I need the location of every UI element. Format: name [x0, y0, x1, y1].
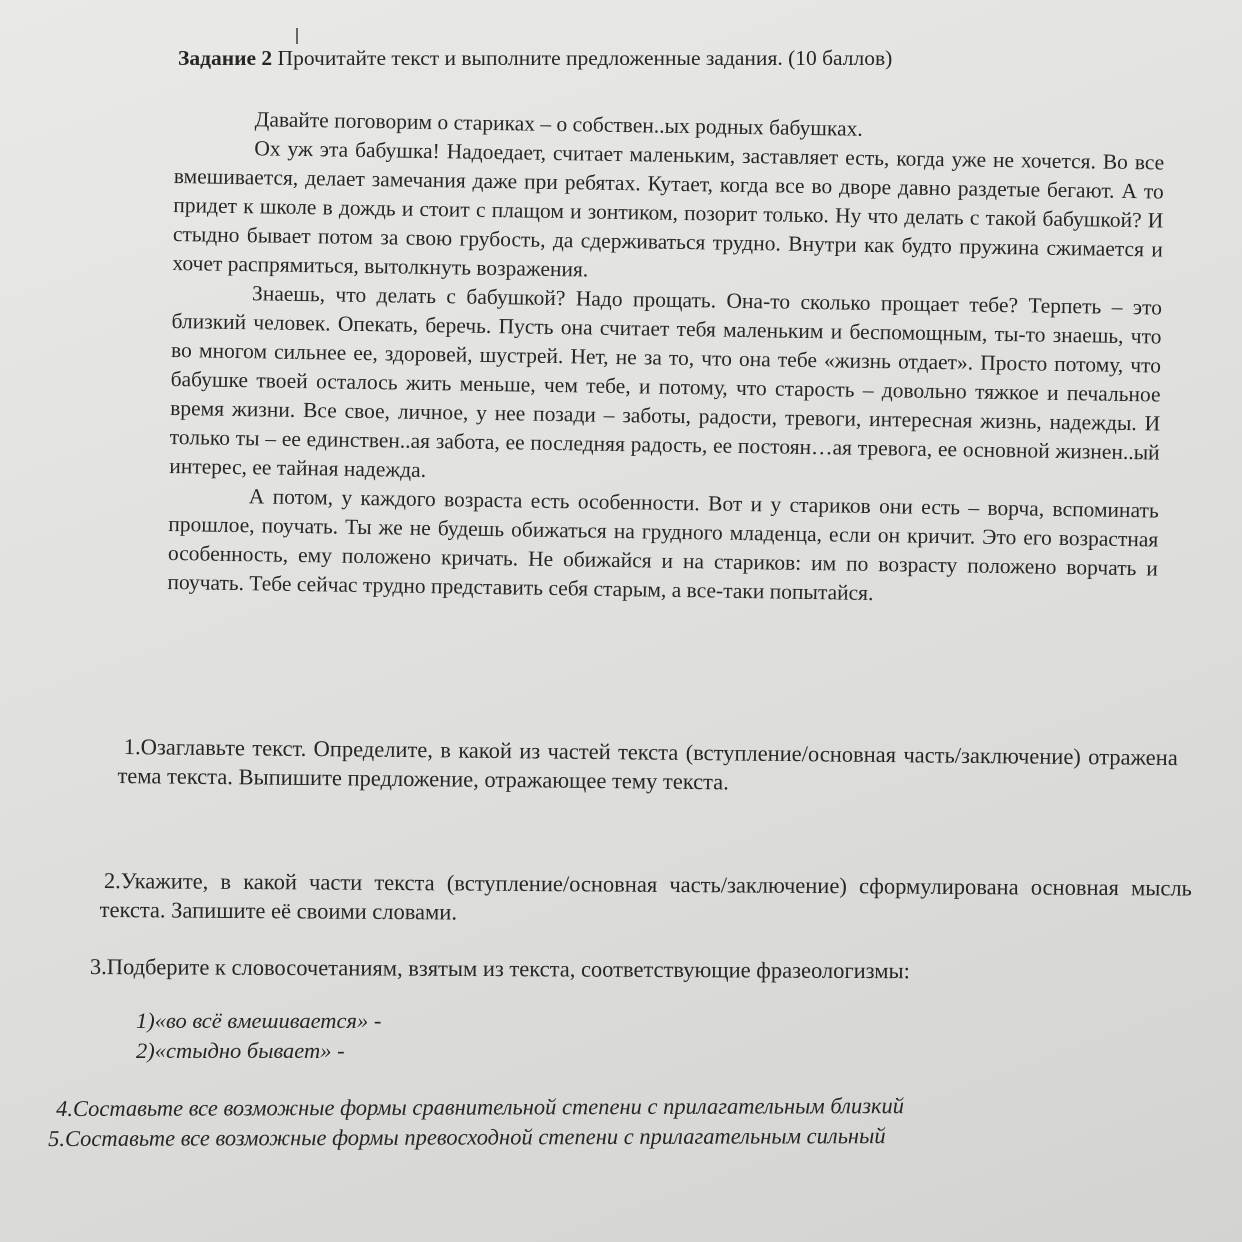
task-4: 4.Составьте все возможные формы сравнительной степени с прилагательным близкий [56, 1093, 905, 1121]
text-paragraph: А потом, у каждого возраста есть особенности. Вот и у стариков они есть – ворча, вспоминать прошлое, поучать. Ты же не будешь обижаться на грудного младенца, если он кричит. Это его возрастная особенность, ему положено кричать. Не обижайся и на стариков: им по возрасту положено ворчать и поучать. Тебе сейчас трудно представить себя старым, а все-таки попытайся. [167, 484, 1159, 606]
task-1: 1.Озаглавьте текст. Определите, в какой из частей текста (вступление/основная часть/заключение) отражена тема текста. Выпишите предложение, отражающее тему текста. [117, 734, 1178, 795]
task-instruction: Прочитайте текст и выполните предложенные задания. (10 баллов) [277, 46, 893, 70]
task-3-item: 2)«стыдно бывает» - [136, 1038, 345, 1063]
task-5: 5.Составьте все возможные формы превосходной степени с прилагательным сильный [48, 1123, 886, 1151]
task-3-items [136, 1006, 381, 1066]
text-paragraph: Давайте поговорим о стариках – о собствен..ых родных бабушках. [254, 107, 863, 141]
task-3-item: 1)«во всё вмешивается» - [136, 1008, 382, 1033]
pen-mark [296, 28, 298, 44]
text-paragraph: Ох уж эта бабушка! Надоедает, считает маленьким, заставляет есть, когда уже не хочется. Во все вмешивается, делает замечания даже при ребятах. Кутает, когда все во дворе давно раздетые бегают. А то придет к школе в дождь и стоит с плащом и зонтиком, позорит только. Ну что делать с такой бабушкой? И стыдно бывает потом за свою грубость, да сдерживаться трудно. Внутри как будто пружина сжимается и хочет распрямиться, вытолкнуть возражения. [172, 136, 1165, 282]
task-3: 3.Подберите к словосочетаниям, взятым из текста, соответствующие фразеологизмы: [89, 954, 910, 984]
task-number: Задание 2 [178, 46, 273, 70]
task-heading [178, 44, 1078, 72]
text-paragraph: Знаешь, что делать с бабушкой? Надо прощать. Она-то сколько прощает тебе? Терпеть – это близкий человек. Опекать, беречь. Пусть она считает тебя маленьким и беспомощным, ты-то знаешь, что во многом сильнее ее, здоровей, шустрей. Нет, не за то, что она тебе «жизнь отдает». Просто потому, что бабушке твоей осталось жить меньше, чем тебе, и потому, что старость – довольно тяжкое и печальное время жизни. Все свое, личное, у нее позади – заботы, радости, тревоги, интересная жизнь, надежды. И только ты – ее единствен..ая забота, ее последняя радость, ее постоян…ая тревога, ее основной жизнен..ый интерес, ее тайная надежда. [169, 281, 1163, 482]
reading-text [167, 104, 1165, 612]
task-2: 2.Укажите, в какой части текста (вступление/основная часть/заключение) сформулирована основная мысль текста. Запишите её своими словами. [99, 868, 1192, 925]
